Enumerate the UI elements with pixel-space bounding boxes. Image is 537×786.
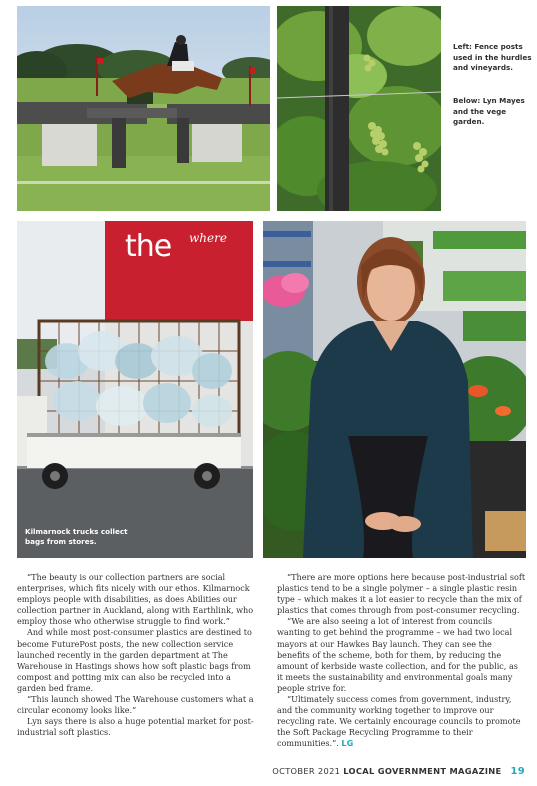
footer-issue: OCTOBER 2021 <box>272 766 341 776</box>
paragraph-final-text: “Ultimately success comes from government, industry, and the community working together to improve our recycling rate. We certainly encourage councils to promote the Soft Package Recycling Programme to their communities.”. <box>277 694 521 749</box>
paragraph: “We are also seeing a lot of interest from councils wanting to get behind the programme – we had two local mayors at our Hawkes Bay launch. They can see the benefits of the scheme, both for them, by reducing the amount of kerbside waste collection, and for the public, as it meets the sustainability and environmental goals many people strive for. <box>277 616 518 693</box>
caption-kilmarnock-trucks: Kilmarnock trucks collect bags from stores. <box>25 527 128 546</box>
page-number: 19 <box>510 766 525 777</box>
photo-horse-jump <box>17 6 270 211</box>
store-sign-text: the <box>125 229 172 264</box>
body-column-left <box>17 572 256 738</box>
store-sign-script-text: where <box>189 231 227 245</box>
side-caption-fence-posts: Left: Fence posts used in the hurdles and vineyards. <box>453 42 532 72</box>
paragraph: Lyn says there is also a huge potential market for post-industrial soft plastics. <box>17 716 254 738</box>
photo-lyn-mayes <box>263 221 526 558</box>
footer-magazine: LOCAL GOVERNMENT MAGAZINE <box>343 766 502 776</box>
paragraph: “The beauty is our collection partners are social enterprises, which fits nicely with our ethos. Kilmarnock employs people with disabilities, as does Abilities our collection partner in Auckland, along with Earthlink, who employ those who otherwise struggle to find work.” <box>17 572 254 627</box>
side-caption-lyn-mayes: Below: Lyn Mayes and the vege garden. <box>453 96 525 126</box>
store-sign-script <box>189 231 227 245</box>
body-column-right <box>277 572 526 750</box>
paragraph: “This launch showed The Warehouse customers what a circular economy looks like.” <box>17 694 254 716</box>
page-footer <box>272 766 525 777</box>
paragraph-final <box>277 694 526 749</box>
lg-signoff: LG <box>341 738 354 749</box>
paragraph: And while most post-consumer plastics are destined to become FuturePost posts, the new collection service launched recently in the garden department at The Warehouse in Hastings shows how soft plastic bags from compost and potting mix can also be recycled into a garden bed frame. <box>17 627 252 693</box>
store-sign <box>125 229 171 264</box>
photo-kilmarnock-truck <box>17 221 253 558</box>
photo-vineyard-post <box>277 6 441 211</box>
paragraph: “There are more options here because post-industrial soft plastics tend to be a single polymer – a single plastic resin type – which makes it a lot easier to recycle than the mix of plastics that comes through from post-consumer recycling. <box>277 572 526 616</box>
